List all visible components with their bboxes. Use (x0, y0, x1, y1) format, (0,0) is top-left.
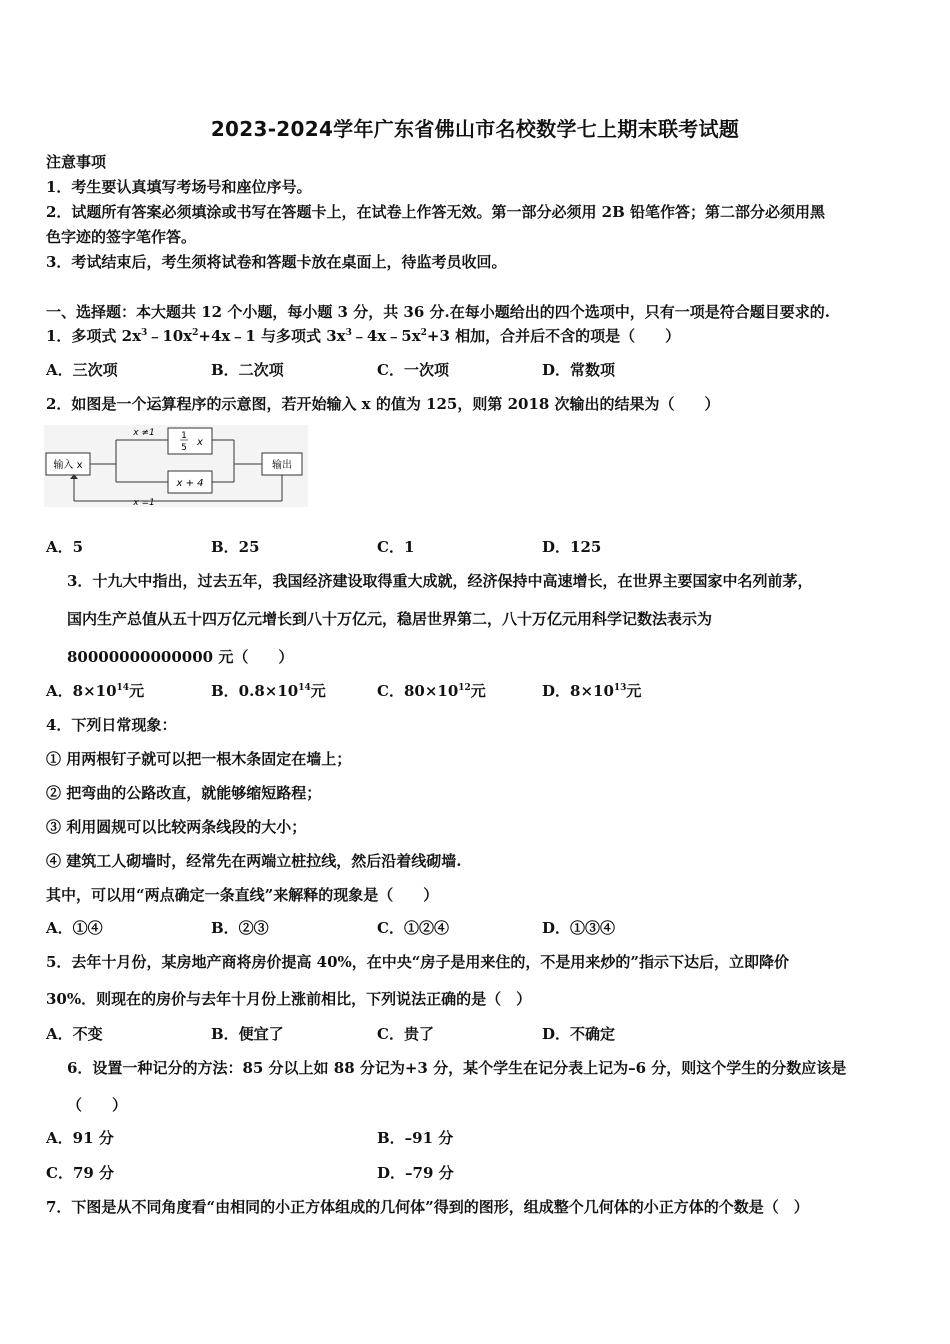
input-label: 输入 x (53, 460, 83, 471)
flowchart-diagram (44, 425, 308, 507)
option-c: C．$80\times 10^{12}$元 (377, 682, 486, 700)
option-d: D．常数项 (542, 361, 616, 379)
question-3-line: 80000000000000 元（ ） (67, 648, 294, 666)
notice-item: 3．考试结束后，考生须将试卷和答题卡放在桌面上，待监考员收回。 (46, 253, 507, 271)
option-d: D．–79 分 (377, 1164, 454, 1182)
option-a: A．不变 (46, 1025, 103, 1043)
question-4-line: ④ 建筑工人砌墙时，经常先在两端立桩拉线，然后沿着线砌墙. (46, 852, 462, 870)
question-6-line: （ ） (67, 1096, 128, 1114)
cond-bottom: x =1 (133, 498, 155, 507)
option-d: D．$8\times 10^{13}$元 (542, 682, 642, 700)
notice-item: 1．考生要认真填写考场号和座位序号。 (46, 178, 312, 196)
section-heading: 一、选择题：本大题共 12 个小题，每小题 3 分，共 36 分.在每小题给出的四个选项中，只有一项是符合题目要求的. (46, 303, 830, 321)
question-2: 2．如图是一个运算程序的示意图，若开始输入 x 的值为 125，则第 2018 次输出的结果为（ ） (46, 395, 720, 413)
op-top-var: x (197, 437, 203, 448)
notice-item: 色字迹的签字笔作答。 (46, 228, 197, 246)
option-c: C．79 分 (46, 1164, 115, 1182)
option-b: B．–91 分 (377, 1129, 454, 1147)
option-d: D．125 (542, 538, 602, 556)
question-3-line: 国内生产总值从五十四万亿元增长到八十万亿元，稳居世界第二，八十万亿元用科学记数法表示为 (67, 610, 713, 628)
option-b: B．二次项 (211, 361, 284, 379)
op-top-den: 5 (181, 443, 187, 453)
question-7: 7．下图是从不同角度看“由相同的小正方体组成的几何体”得到的图形，组成整个几何体的小正方体的个数是（ ） (46, 1198, 809, 1216)
cond-top: x ≠1 (133, 428, 155, 438)
option-a: A．5 (46, 538, 84, 556)
page-title: 2023-2024学年广东省佛山市名校数学七上期末联考试题 (210, 117, 740, 141)
option-c: C．一次项 (377, 361, 449, 379)
option-a: A．91 分 (46, 1129, 114, 1147)
option-c: C．①②④ (377, 919, 449, 937)
option-a: A．$8\times 10^{14}$元 (46, 682, 145, 700)
op-top-box (168, 428, 212, 454)
question-4-line: ② 把弯曲的公路改直，就能够缩短路程； (46, 784, 322, 802)
option-b: B．②③ (211, 919, 269, 937)
option-d: D．①③④ (542, 919, 616, 937)
question-4: 4．下列日常现象： (46, 716, 177, 734)
option-b: B．$0.8\times 10^{14}$元 (211, 682, 326, 700)
option-a: A．三次项 (46, 361, 118, 379)
option-b: B．25 (211, 538, 260, 556)
question-5-line: 30%．则现在的房价与去年十月份上涨前相比，下列说法正确的是（ ） (46, 990, 532, 1008)
op-top-num: 1 (181, 431, 187, 441)
question-6: 6．设置一种记分的方法：85 分以上如 88 分记为+3 分，某个学生在记分表上记为–6 分，则这个学生的分数应该是 (67, 1059, 847, 1077)
question-4-line: ① 用两根钉子就可以把一根木条固定在墙上； (46, 750, 352, 768)
question-3: 3．十九大中指出，过去五年，我国经济建设取得重大成就，经济保持中高速增长，在世界主要国家中名列前茅， (67, 572, 813, 590)
option-b: B．便宜了 (211, 1025, 284, 1043)
option-c: C．1 (377, 538, 415, 556)
option-c: C．贵了 (377, 1025, 434, 1043)
question-1: 1．多项式 $2x^3﹣10x^2+4x﹣1$ 与多项式 $3x^3﹣4x﹣5x^2+3$ 相加，合并后不含的项是（ ） (46, 327, 681, 345)
output-label: 输出 (272, 460, 292, 471)
notice-item: 2．试题所有答案必须填涂或书写在答题卡上，在试卷上作答无效。第一部分必须用 2B 铅笔作答；第二部分必须用黑 (46, 203, 826, 221)
option-d: D．不确定 (542, 1025, 616, 1043)
op-bottom-label: x + 4 (176, 478, 204, 489)
notice-heading: 注意事项 (46, 153, 107, 171)
question-5: 5．去年十月份，某房地产商将房价提高 40%，在中央“房子是用来住的，不是用来炒的”指示下达后，立即降价 (46, 953, 790, 971)
question-4-line: 其中，可以用“两点确定一条直线”来解释的现象是（ ） (46, 886, 439, 904)
option-a: A．①④ (46, 919, 103, 937)
question-4-line: ③ 利用圆规可以比较两条线段的大小； (46, 818, 307, 836)
